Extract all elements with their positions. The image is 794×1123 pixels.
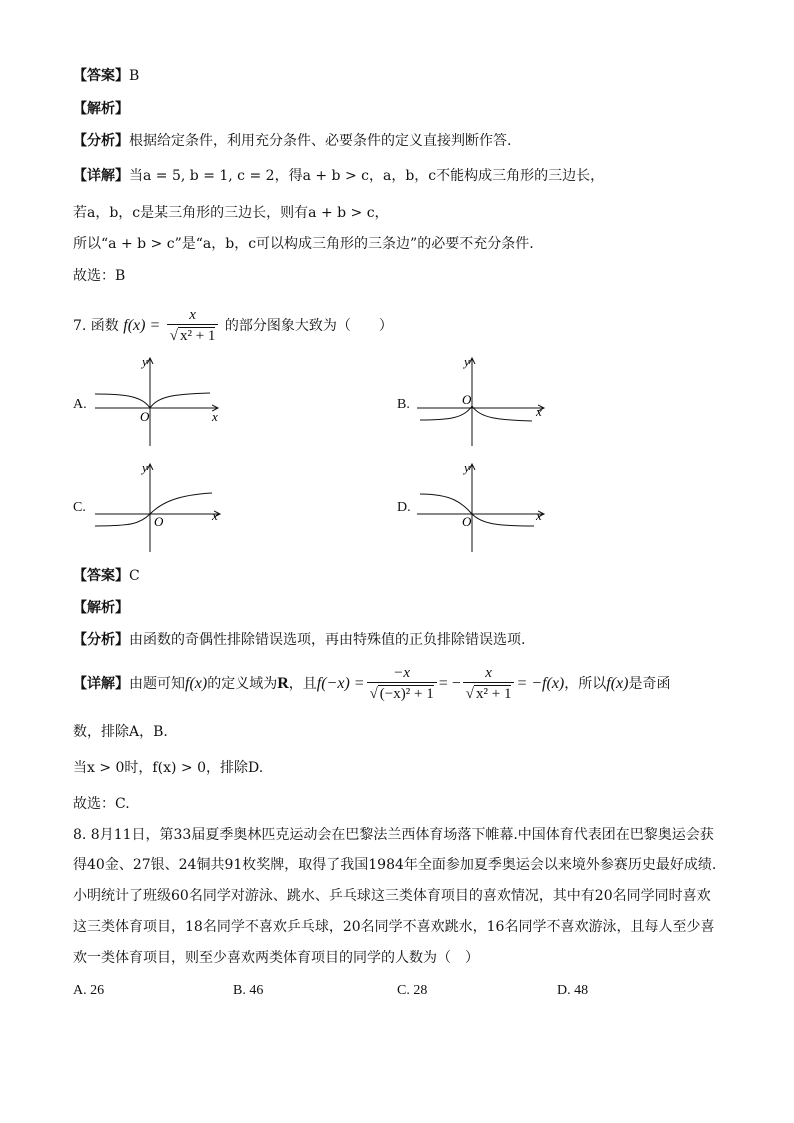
question-8-choice-d: D. 48 <box>557 983 589 998</box>
analysis-tag: 【解析】 <box>73 101 129 117</box>
answer-line-prev <box>73 66 139 86</box>
detail-eq-minus: = − <box>438 675 461 692</box>
detail-fx: f(x) <box>185 675 208 692</box>
question-7-sqrt-body: x² + 1 <box>179 328 216 344</box>
origin-label: O <box>462 514 472 529</box>
question-7-fraction <box>167 306 219 346</box>
detail-frac1-num: −x <box>393 665 411 681</box>
x-label: x <box>212 508 218 523</box>
question-8-line4: 这三类体育项目，18名同学不喜欢乒乓球，20名同学不喜欢跳水，16名同学不喜欢游泳，且每人至少喜 <box>73 919 715 935</box>
choose-line-q7: 故选：C. <box>73 796 130 812</box>
fenxi-line-prev <box>73 131 511 151</box>
graph-option-a <box>90 352 230 448</box>
detail-frac2-den: √ x² + 1 <box>463 682 515 704</box>
detail-frac2-sqrt: x² + 1 <box>475 686 512 702</box>
origin-label: O <box>154 514 164 529</box>
option-a-label: A. <box>73 397 87 412</box>
question-8-line1: 8. 8月11日，第33届夏季奥林匹克运动会在巴黎法兰西体育场落下帷幕.中国体育代表团在巴黎奥运会获 <box>73 827 714 843</box>
option-c-label: C. <box>73 500 86 515</box>
detail-frac1-sqrt: (−x)² + 1 <box>379 686 434 702</box>
question-7-number: 7. 函数 <box>73 318 119 334</box>
detail-text: 当a = 5, b = 1, c = 2，得a + b > c，a，b，c不能构成三角形的三边长， <box>129 168 605 184</box>
option-d-label: D. <box>397 500 411 515</box>
y-label: y <box>142 354 148 369</box>
detail-text-d: ，所以 <box>564 676 607 692</box>
option-b-label: B. <box>397 397 410 412</box>
fenxi-text: 由函数的奇偶性排除错误选项，再由特殊值的正负排除错误选项. <box>129 632 526 648</box>
fenxi-tag: 【分析】 <box>73 133 129 149</box>
curve <box>420 494 534 526</box>
detail-tag: 【详解】 <box>73 676 129 692</box>
analysis-tag: 【解析】 <box>73 600 129 616</box>
y-label: y <box>464 460 470 475</box>
y-label: y <box>464 354 470 369</box>
detail-line-prev <box>73 166 604 186</box>
graph-option-d <box>412 458 552 554</box>
curve <box>95 393 210 408</box>
detail-line3-prev: 所以“a + b > c”是“a，b，c可以构成三角形的三条边”的必要不充分条件. <box>73 236 534 252</box>
question-7-suffix: 的部分图象大致为（ ） <box>224 318 393 334</box>
detail-text-b: 的定义域为 <box>207 676 278 692</box>
question-8-choice-a: A. 26 <box>73 983 105 998</box>
origin-label: O <box>462 392 472 407</box>
question-8-line5: 欢一类体育项目，则至少喜欢两类体育项目的同学的人数为（ ） <box>73 950 479 966</box>
detail-frac2-num: x <box>485 665 492 681</box>
question-8-choice-b: B. 46 <box>233 983 264 998</box>
question-7-denominator: √ x² + 1 <box>167 324 219 346</box>
graph-option-c <box>90 458 230 554</box>
question-7-fx: f(x) = <box>123 317 161 334</box>
detail-text-a: 由题可知 <box>129 676 185 692</box>
detail-line2-prev: 若a，b，c是某三角形的三边长，则有a + b > c， <box>73 205 389 221</box>
analysis-heading-prev <box>73 99 129 119</box>
detail-fmx: f(−x) = <box>316 675 365 692</box>
choose-line-prev: 故选：B <box>73 268 126 284</box>
detail-R: R <box>277 675 289 692</box>
question-7-stem <box>73 306 393 346</box>
answer-line-q7 <box>73 566 140 586</box>
x-label: x <box>212 409 218 424</box>
fenxi-line-q7 <box>73 630 525 650</box>
graph-option-b <box>412 352 552 448</box>
detail-frac1 <box>367 664 437 704</box>
y-label: y <box>142 460 148 475</box>
question-8-choice-c: C. 28 <box>397 983 428 998</box>
answer-value: B <box>129 68 140 84</box>
analysis-heading-q7 <box>73 598 129 618</box>
answer-tag: 【答案】 <box>73 68 129 84</box>
origin-label: O <box>140 409 150 424</box>
detail-frac1-den: √ (−x)² + 1 <box>367 682 437 704</box>
detail-eq-end: = −f(x) <box>516 675 565 692</box>
answer-tag: 【答案】 <box>73 568 129 584</box>
detail-fx-2: f(x) <box>606 675 629 692</box>
question-7-numerator: x <box>189 307 196 323</box>
question-8-line2: 得40金、27银、24铜共91枚奖牌，取得了我国1984年全面参加夏季奥运会以来境外参赛历史最好成绩. <box>73 857 717 873</box>
fenxi-text: 根据给定条件，利用充分条件、必要条件的定义直接判断作答. <box>129 133 512 149</box>
x-label: x <box>536 404 542 419</box>
detail-text-e: 是奇函 <box>628 676 671 692</box>
detail-frac2 <box>463 664 515 704</box>
detail-text-c: ，且 <box>288 676 317 692</box>
answer-value: C <box>129 568 140 584</box>
fenxi-tag: 【分析】 <box>73 632 129 648</box>
detail-line2-q7: 数，排除A，B. <box>73 724 168 740</box>
detail-tag: 【详解】 <box>73 168 129 184</box>
detail-line3-q7: 当x > 0时，f(x) > 0，排除D. <box>73 760 264 776</box>
x-label: x <box>536 508 542 523</box>
question-8-line3: 小明统计了班级60名同学对游泳、跳水、乒乓球这三类体育项目的喜欢情况，其中有20名同学同时喜欢 <box>73 888 711 904</box>
detail-line-q7 <box>73 664 670 704</box>
